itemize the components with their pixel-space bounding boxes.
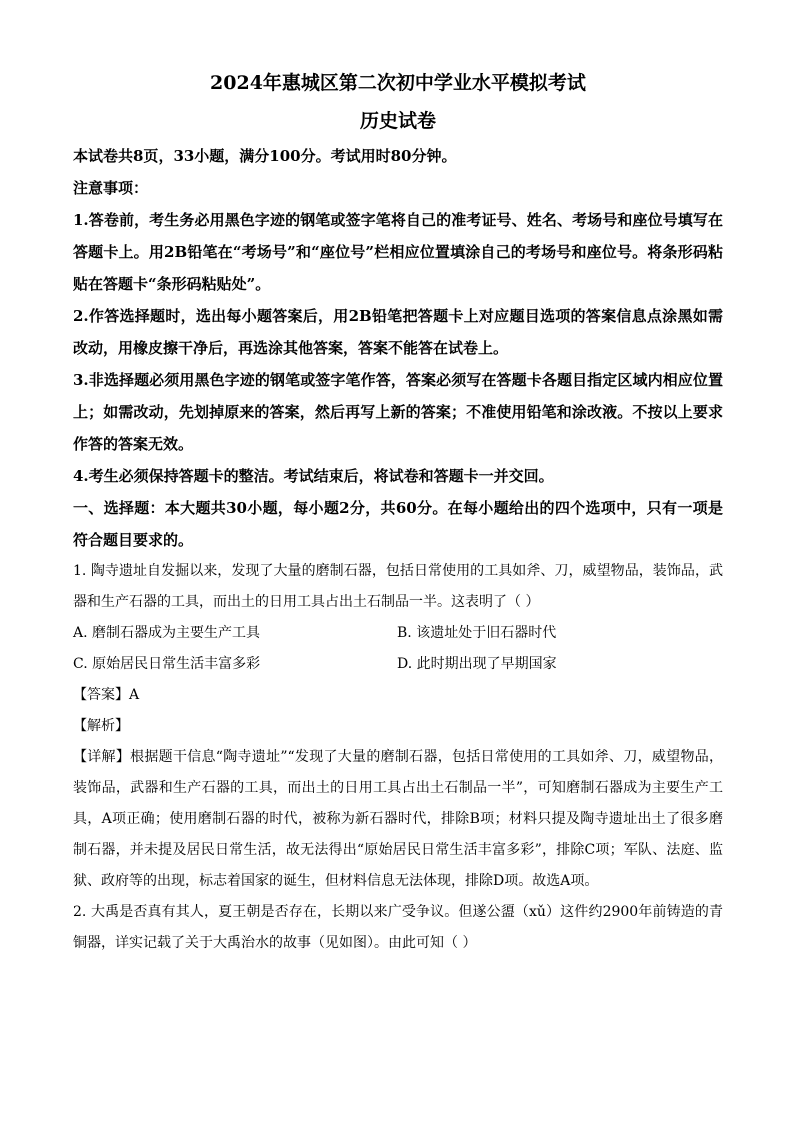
exam-page — [73, 68, 723, 959]
note-item-1: 1.答卷前，考生务必用黑色字迹的钢笔或签字笔将自己的准考证号、姓名、考场号和座位号填写在答题卡上。用2B铅笔在“考场号”和“座位号”栏相应位置填涂自己的考场号和座位号。将条形码粘贴在答题卡“条形码粘贴处”。 — [73, 211, 723, 293]
question-1-option-c: C. 原始居民日常生活丰富多彩 — [73, 656, 261, 672]
exam-intro: 本试卷共8页，33小题，满分100分。考试用时80分钟。 — [73, 147, 457, 165]
section-heading-choice: 一、选择题：本大题共30小题，每小题2分，共60分。在每小题给出的四个选项中，只有一项是符合题目要求的。 — [73, 499, 723, 549]
question-1-stem: 1. 陶寺遗址自发掘以来，发现了大量的磨制石器，包括日常使用的工具如斧、刀，威望物品，装饰品，武器和生产石器的工具，而出土的日用工具占出土石制品一半。这表明了（ ） — [73, 563, 723, 610]
question-1-options — [73, 618, 723, 680]
answer-label: 【答案】 — [73, 687, 129, 703]
exam-subtitle: 历史试卷 — [359, 110, 436, 132]
question-1-detail — [73, 742, 723, 897]
question-2-stem: 2. 大禹是否真有其人，夏王朝是否存在，长期以来广受争议。但遂公盨（xǔ）这件约2900年前铸造的青铜器，详实记载了关于大禹治水的故事（见如图）。由此可知（ ） — [73, 904, 723, 951]
question-1-option-b: B. 该遗址处于旧石器时代 — [397, 625, 557, 641]
question-1-option-d: D. 此时期出现了早期国家 — [397, 656, 557, 672]
exam-title: 2024年惠城区第二次初中学业水平模拟考试 — [210, 72, 586, 94]
note-item-2: 2.作答选择题时，选出每小题答案后，用2B铅笔把答题卡上对应题目选项的答案信息点涂黑如需改动，用橡皮擦干净后，再选涂其他答案，答案不能答在试卷上。 — [73, 307, 723, 357]
analysis-label: 【解析】 — [73, 718, 129, 734]
note-item-4: 4.考生必须保持答题卡的整洁。考试结束后，将试卷和答题卡一并交回。 — [73, 467, 554, 485]
answer-value: A — [129, 687, 140, 703]
question-1-answer — [73, 680, 723, 711]
question-1-option-a: A. 磨制石器成为主要生产工具 — [73, 625, 261, 641]
notes-heading: 注意事项： — [73, 179, 149, 197]
detail-label: 【详解】 — [73, 749, 131, 765]
detail-text: 根据题干信息“陶寺遗址”“发现了大量的磨制石器，包括日常使用的工具如斧、刀，威望物品，装饰品，武器和生产石器的工具，而出土的日用工具占出土石制品一半”，可知磨制石器成为主要生产工具，A项正确；使用磨制石器的时代，被称为新石器时代，排除B项；材料只提及陶寺遗址出土了很多磨制石器，并未提及居民日常生活，故无法得出“原始居民日常生活丰富多彩”，排除C项；军队、法庭、监狱、政府等的出现，标志着国家的诞生，但材料信息无法体现，排除D项。故选A项。 — [73, 749, 723, 889]
note-item-3: 3.非选择题必须用黑色字迹的钢笔或签字笔作答，答案必须写在答题卡各题目指定区域内相应位置上；如需改动，先划掉原来的答案，然后再写上新的答案；不准使用铅笔和涂改液。不按以上要求作答的答案无效。 — [73, 371, 723, 453]
